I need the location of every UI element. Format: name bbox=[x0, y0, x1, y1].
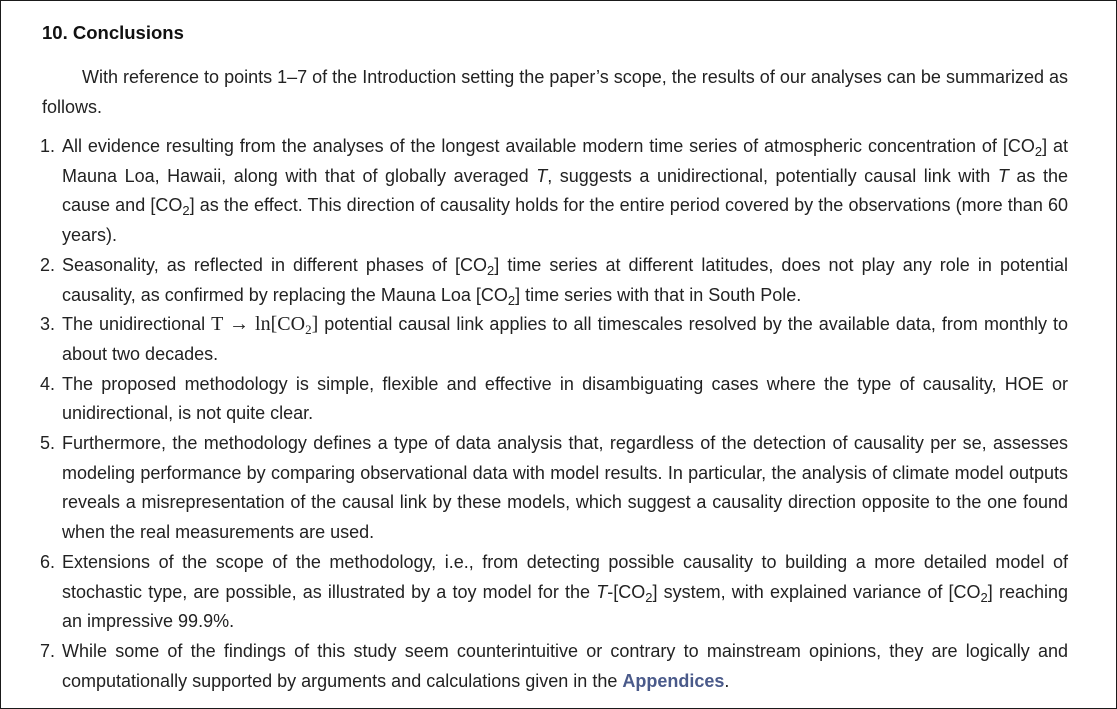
list-item: 7. While some of the findings of this study seem counterintuitive or contrary to mainstream opinions, they are logically and computationally supported by arguments and calculations given in the Appendices. bbox=[42, 637, 1068, 696]
list-number: 3. bbox=[40, 314, 56, 335]
list-number: 4. bbox=[40, 373, 56, 394]
list-item: 5. Furthermore, the methodology defines a type of data analysis that, regardless of the detection of causality per se, assesses modeling performance by comparing observational data with model results. In particular, the analysis of climate model outputs reveals a misrepresentation of the causal link by these models, which suggest a causality direction opposite to the one found when the real measurements are used. bbox=[42, 429, 1068, 548]
variable-t: T bbox=[596, 581, 608, 602]
list-number: 6. bbox=[40, 551, 56, 572]
appendices-link[interactable]: Appendices bbox=[622, 670, 725, 691]
list-number: 5. bbox=[40, 433, 56, 454]
variable-t: T bbox=[536, 165, 548, 186]
math-expression: $T \to \ln[CO_2]$ bbox=[211, 313, 319, 338]
list-item: 4. The proposed methodology is simple, flexible and effective in disambiguating cases where the type of causality, HOE or unidirectional, is not quite clear. bbox=[42, 370, 1068, 429]
conclusions-list bbox=[42, 132, 1068, 696]
list-item: 6. Extensions of the scope of the methodology, i.e., from detecting possible causality to building a more detailed model of stochastic type, are possible, as illustrated by a toy model for the $T-[CO_2]$ system, with explained variance of $[CO_2]$ reaching an impressive 99.9%. bbox=[42, 548, 1068, 637]
list-item: 3. The unidirectional $T \to \ln[CO_2]$ potential causal link applies to all timescales resolved by the available data, from monthly to about two decades. bbox=[42, 310, 1068, 369]
variable-t: T bbox=[997, 165, 1009, 186]
list-number: 1. bbox=[40, 136, 56, 156]
list-number: 2. bbox=[40, 254, 56, 275]
list-number: 7. bbox=[40, 640, 56, 661]
list-item: 2. Seasonality, as reflected in different phases of $[CO_2]$ time series at different latitudes, does not play any role in potential causality, as confirmed by replacing the Mauna Loa $[CO_2]$ time series with that in South Pole. bbox=[42, 251, 1068, 310]
section-title: 10. Conclusions bbox=[42, 22, 184, 43]
intro-paragraph: With reference to points 1–7 of the Introduction setting the paper’s scope, the results of our analyses can be summarized as follows. bbox=[42, 67, 1068, 117]
list-item: 1. All evidence resulting from the analyses of the longest available modern time series of atmospheric concentration of $[CO_2]$ at Mauna Loa, Hawaii, along with that of globally averaged T, suggests a unidirectional, potentially causal link with T as the cause and $[CO_2]$ as the effect. This direction of causality holds for the entire period covered by the observations (more than 60 years). bbox=[42, 132, 1068, 251]
